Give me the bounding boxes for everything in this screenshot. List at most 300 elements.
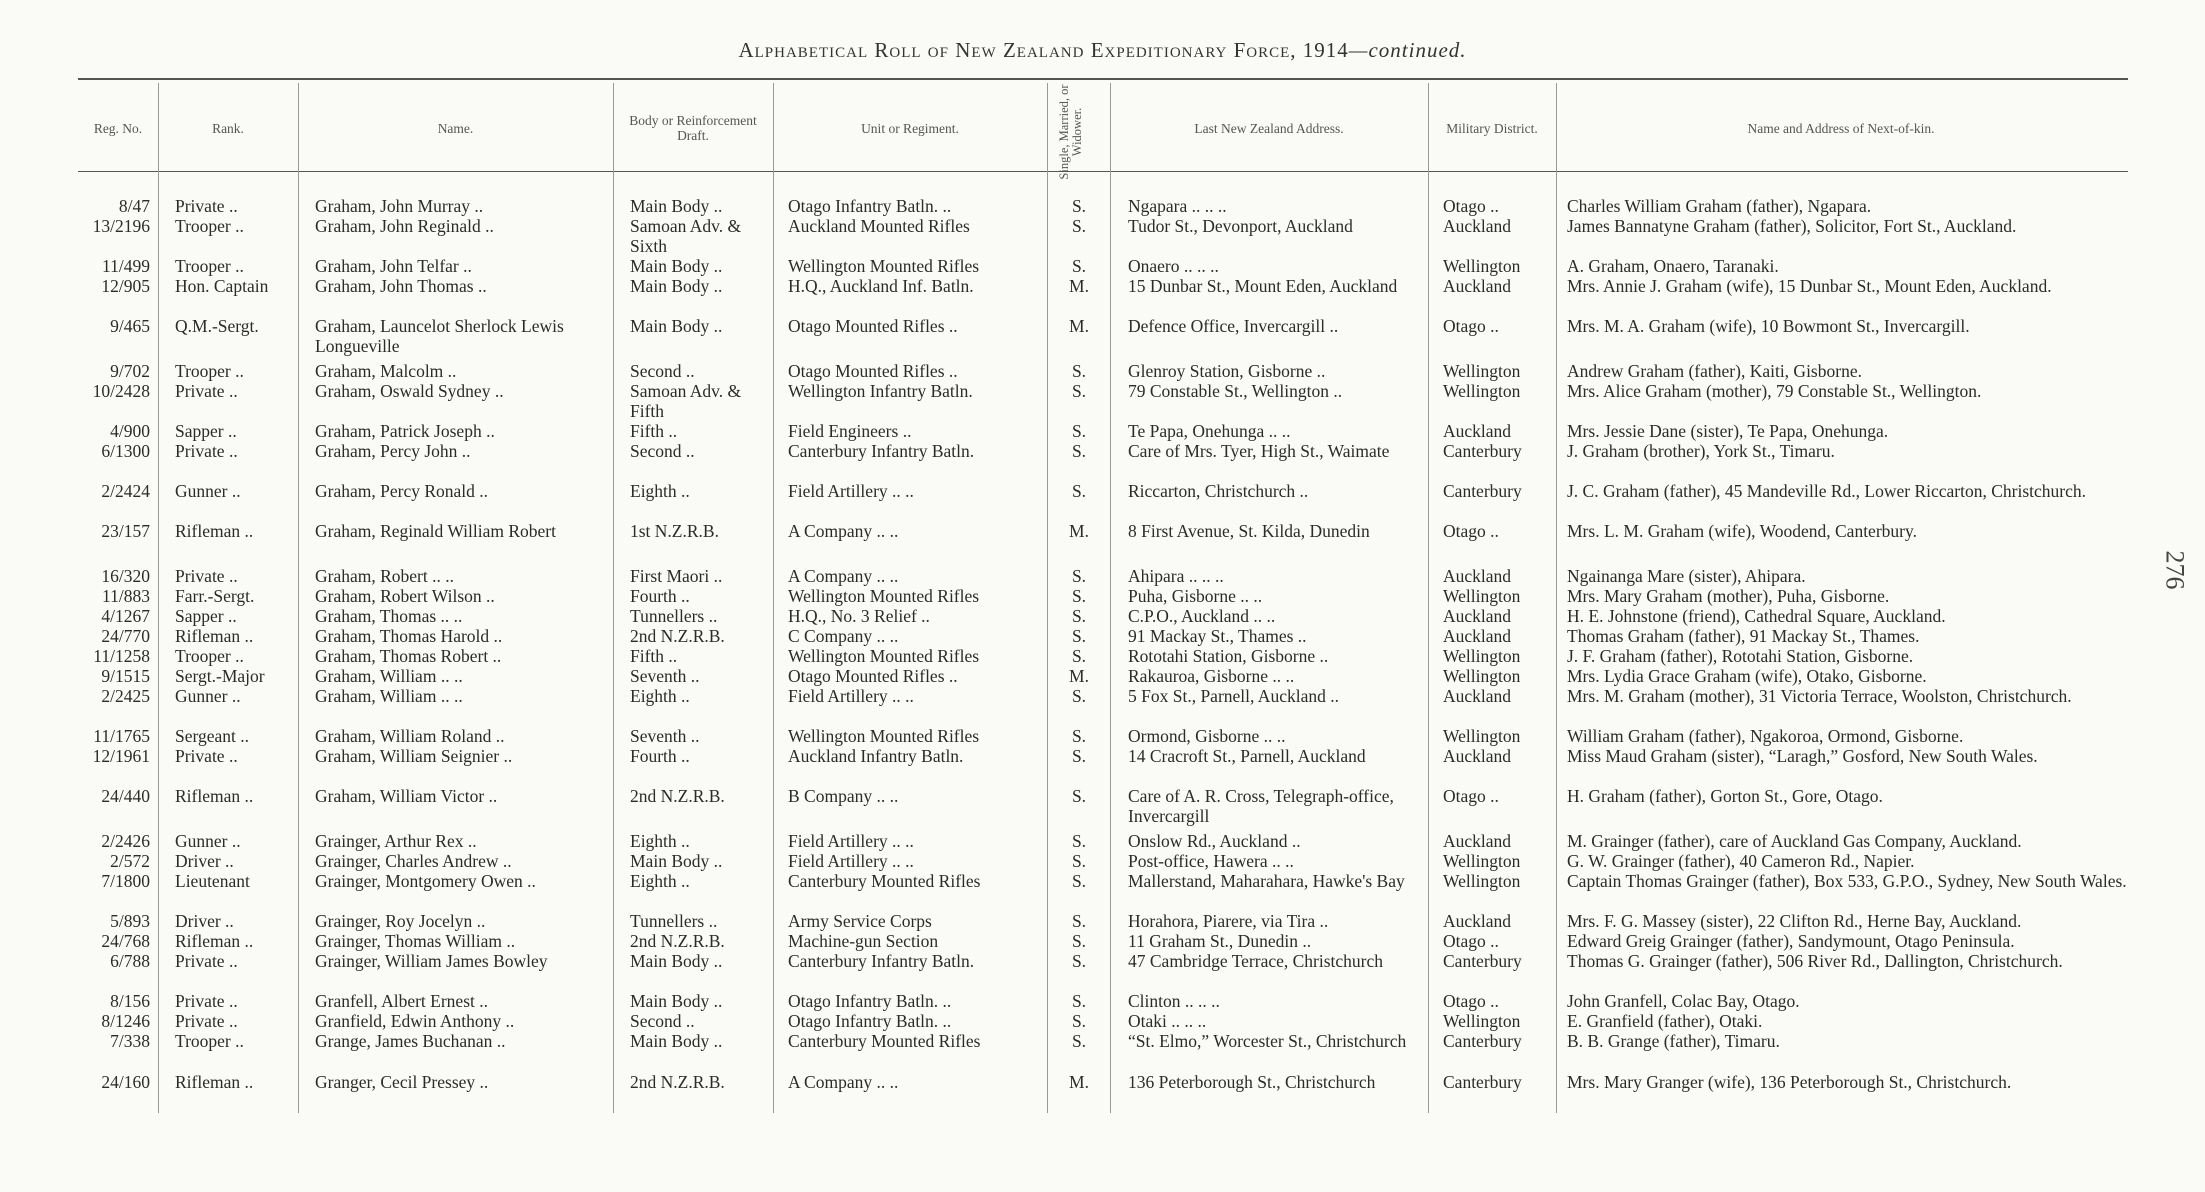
cell-unit: Machine-gun Section bbox=[788, 931, 939, 951]
cell-body: Tunnellers .. bbox=[630, 606, 718, 626]
cell-unit: Field Artillery .. .. bbox=[788, 831, 914, 851]
cell-address: Horahora, Piarere, via Tira .. bbox=[1128, 911, 1329, 931]
cell-rank: Sapper .. bbox=[175, 421, 237, 441]
cell-rank: Sapper .. bbox=[175, 606, 237, 626]
header-unit: Unit or Regiment. bbox=[861, 120, 959, 136]
cell-address: Care of Mrs. Tyer, High St., Waimate bbox=[1128, 441, 1390, 461]
cell-district: Auckland bbox=[1443, 686, 1512, 706]
cell-district: Otago .. bbox=[1443, 316, 1499, 336]
cell-rank: Private .. bbox=[175, 196, 238, 216]
cell-name: Graham, John Murray .. bbox=[315, 196, 484, 216]
header-next-of-kin: Name and Address of Next-of-kin. bbox=[1747, 120, 1935, 136]
cell-body: Main Body .. bbox=[630, 256, 723, 276]
cell-district: Wellington bbox=[1443, 361, 1521, 381]
cell-address: Rototahi Station, Gisborne .. bbox=[1128, 646, 1329, 666]
cell-reg: 8/47 bbox=[118, 196, 150, 216]
cell-body: Eighth .. bbox=[630, 831, 690, 851]
cell-rank: Gunner .. bbox=[175, 831, 241, 851]
cell-district: Wellington bbox=[1443, 646, 1521, 666]
cell-kin: E. Granfield (father), Otaki. bbox=[1567, 1011, 1763, 1031]
cell-name: Graham, Thomas Robert .. bbox=[315, 646, 502, 666]
cell-status: S. bbox=[1071, 441, 1087, 461]
cell-district: Wellington bbox=[1443, 666, 1521, 686]
cell-status: M. bbox=[1069, 521, 1089, 541]
cell-body: Seventh .. bbox=[630, 726, 700, 746]
cell-address: 15 Dunbar St., Mount Eden, Auckland bbox=[1128, 276, 1398, 296]
cell-unit: Canterbury Mounted Rifles bbox=[788, 871, 981, 891]
cell-kin: Andrew Graham (father), Kaiti, Gisborne. bbox=[1567, 361, 1862, 381]
cell-unit: Otago Infantry Batln. .. bbox=[788, 1011, 952, 1031]
header-rank: Rank. bbox=[212, 120, 244, 136]
cell-status: S. bbox=[1071, 911, 1087, 931]
cell-name: Graham, John Telfar .. bbox=[315, 256, 472, 276]
cell-body: Fifth .. bbox=[630, 646, 678, 666]
cell-body: Fifth .. bbox=[630, 421, 678, 441]
cell-name: Grainger, Charles Andrew .. bbox=[315, 851, 512, 871]
cell-reg: 6/1300 bbox=[101, 441, 150, 461]
cell-reg: 6/788 bbox=[110, 951, 150, 971]
cell-kin: J. C. Graham (father), 45 Mandeville Rd., Lower Riccarton, Christchurch. bbox=[1567, 481, 2087, 501]
cell-address: C.P.O., Auckland .. .. bbox=[1128, 606, 1276, 626]
cell-reg: 24/160 bbox=[101, 1072, 150, 1092]
cell-name: Grainger, William James Bowley bbox=[315, 951, 548, 971]
cell-kin: Miss Maud Graham (sister), “Laragh,” Gosford, New South Wales. bbox=[1567, 746, 2038, 766]
top-rule bbox=[78, 78, 2128, 80]
header-body-draft: Body or Reinforcement Draft. bbox=[629, 113, 757, 143]
cell-unit: Wellington Mounted Rifles bbox=[788, 256, 980, 276]
cell-body: 1st N.Z.R.B. bbox=[630, 521, 719, 541]
cell-reg: 23/157 bbox=[101, 521, 150, 541]
cell-unit: Canterbury Mounted Rifles bbox=[788, 1031, 981, 1051]
cell-name: Graham, Thomas .. .. bbox=[315, 606, 463, 626]
cell-district: Canterbury bbox=[1443, 441, 1522, 461]
cell-kin: Mrs. M. Graham (mother), 31 Victoria Terrace, Woolston, Christchurch. bbox=[1567, 686, 2072, 706]
cell-reg: 9/465 bbox=[110, 316, 150, 336]
cell-reg: 16/320 bbox=[101, 566, 150, 586]
cell-unit: Field Artillery .. .. bbox=[788, 686, 914, 706]
cell-address: 47 Cambridge Terrace, Christchurch bbox=[1128, 951, 1384, 971]
cell-rank: Trooper .. bbox=[175, 1031, 244, 1051]
cell-rank: Private .. bbox=[175, 381, 238, 401]
cell-body: Second .. bbox=[630, 441, 695, 461]
cell-address: 79 Constable St., Wellington .. bbox=[1128, 381, 1343, 401]
cell-status: S. bbox=[1071, 686, 1087, 706]
cell-status: S. bbox=[1071, 646, 1087, 666]
cell-status: S. bbox=[1071, 381, 1087, 401]
cell-name: Grainger, Arthur Rex .. bbox=[315, 831, 477, 851]
header-military-district: Military District. bbox=[1446, 120, 1538, 136]
cell-reg: 4/1267 bbox=[101, 606, 150, 626]
cell-rank: Private .. bbox=[175, 746, 238, 766]
cell-reg: 2/2425 bbox=[101, 686, 150, 706]
cell-kin: Mrs. F. G. Massey (sister), 22 Clifton Rd., Herne Bay, Auckland. bbox=[1567, 911, 2022, 931]
cell-status: S. bbox=[1071, 726, 1087, 746]
cell-reg: 11/1765 bbox=[93, 726, 150, 746]
cell-status: M. bbox=[1069, 276, 1089, 296]
cell-body: Fourth .. bbox=[630, 586, 690, 606]
cell-status: S. bbox=[1071, 1011, 1087, 1031]
cell-status: S. bbox=[1071, 746, 1087, 766]
cell-address: Onslow Rd., Auckland .. bbox=[1128, 831, 1301, 851]
cell-rank: Private .. bbox=[175, 991, 238, 1011]
cell-rank: Q.M.-Sergt. bbox=[175, 316, 259, 336]
cell-rank: Rifleman .. bbox=[175, 786, 254, 806]
cell-body: Main Body .. bbox=[630, 196, 723, 216]
cell-name: Graham, Thomas Harold .. bbox=[315, 626, 503, 646]
cell-kin: Charles William Graham (father), Ngapara. bbox=[1567, 196, 1872, 216]
cell-address: Clinton .. .. .. bbox=[1128, 991, 1220, 1011]
cell-address: Rakauroa, Gisborne .. .. bbox=[1128, 666, 1295, 686]
cell-status: S. bbox=[1071, 361, 1087, 381]
cell-status: S. bbox=[1071, 786, 1087, 806]
cell-unit: Canterbury Infantry Batln. bbox=[788, 441, 975, 461]
cell-unit: Otago Infantry Batln. .. bbox=[788, 196, 952, 216]
cell-district: Auckland bbox=[1443, 566, 1512, 586]
cell-rank: Lieutenant bbox=[175, 871, 250, 891]
cell-body: 2nd N.Z.R.B. bbox=[630, 931, 725, 951]
cell-rank: Private .. bbox=[175, 951, 238, 971]
cell-district: Wellington bbox=[1443, 871, 1521, 891]
cell-body: Eighth .. bbox=[630, 481, 690, 501]
cell-reg: 2/2424 bbox=[101, 481, 150, 501]
cell-body: 2nd N.Z.R.B. bbox=[630, 1072, 725, 1092]
cell-rank: Gunner .. bbox=[175, 686, 241, 706]
cell-rank: Rifleman .. bbox=[175, 1072, 254, 1092]
cell-unit: Field Engineers .. bbox=[788, 421, 912, 441]
column-divider bbox=[158, 83, 159, 1113]
column-divider bbox=[1428, 83, 1429, 1113]
cell-unit: Wellington Mounted Rifles bbox=[788, 726, 980, 746]
column-divider bbox=[1110, 83, 1111, 1113]
cell-address: Tudor St., Devonport, Auckland bbox=[1128, 216, 1353, 236]
cell-name: Graham, John Reginald .. bbox=[315, 216, 494, 236]
cell-unit: A Company .. .. bbox=[788, 566, 899, 586]
cell-rank: Rifleman .. bbox=[175, 931, 254, 951]
cell-body: Fourth .. bbox=[630, 746, 690, 766]
cell-body: Samoan Adv. & Sixth bbox=[630, 216, 742, 256]
cell-status: S. bbox=[1071, 481, 1087, 501]
cell-kin: G. W. Grainger (father), 40 Cameron Rd., Napier. bbox=[1567, 851, 1915, 871]
cell-address: Glenroy Station, Gisborne .. bbox=[1128, 361, 1326, 381]
cell-district: Wellington bbox=[1443, 726, 1521, 746]
cell-address: Onaero .. .. .. bbox=[1128, 256, 1219, 276]
cell-name: Graham, William .. .. bbox=[315, 666, 463, 686]
cell-kin: J. Graham (brother), York St., Timaru. bbox=[1567, 441, 1835, 461]
cell-reg: 13/2196 bbox=[92, 216, 150, 236]
cell-unit: Canterbury Infantry Batln. bbox=[788, 951, 975, 971]
cell-reg: 9/702 bbox=[110, 361, 150, 381]
cell-status: S. bbox=[1071, 626, 1087, 646]
cell-kin: William Graham (father), Ngakoroa, Ormond, Gisborne. bbox=[1567, 726, 1964, 746]
cell-address: Ngapara .. .. .. bbox=[1128, 196, 1227, 216]
cell-unit: A Company .. .. bbox=[788, 521, 899, 541]
cell-kin: Mrs. L. M. Graham (wife), Woodend, Canterbury. bbox=[1567, 521, 1917, 541]
title-text: Alphabetical Roll of New Zealand Expeditionary Force, 1914 bbox=[738, 38, 1349, 62]
cell-name: Graham, William Victor .. bbox=[315, 786, 498, 806]
cell-rank: Driver .. bbox=[175, 911, 234, 931]
cell-name: Granger, Cecil Pressey .. bbox=[315, 1072, 489, 1092]
cell-district: Otago .. bbox=[1443, 931, 1499, 951]
column-divider bbox=[773, 83, 774, 1113]
header-reg-no: Reg. No. bbox=[93, 120, 143, 136]
cell-district: Wellington bbox=[1443, 851, 1521, 871]
column-divider bbox=[1556, 83, 1557, 1113]
cell-reg: 10/2428 bbox=[92, 381, 150, 401]
cell-kin: Mrs. Jessie Dane (sister), Te Papa, Onehunga. bbox=[1567, 421, 1889, 441]
cell-rank: Sergt.-Major bbox=[175, 666, 265, 686]
cell-reg: 9/1515 bbox=[101, 666, 150, 686]
cell-body: Main Body .. bbox=[630, 851, 723, 871]
cell-name: Grange, James Buchanan .. bbox=[315, 1031, 506, 1051]
cell-address: 8 First Avenue, St. Kilda, Dunedin bbox=[1128, 521, 1370, 541]
cell-reg: 5/893 bbox=[110, 911, 150, 931]
cell-rank: Trooper .. bbox=[175, 361, 244, 381]
header-rule bbox=[78, 171, 2128, 172]
cell-reg: 8/156 bbox=[110, 991, 150, 1011]
cell-kin: Captain Thomas Grainger (father), Box 533, G.P.O., Sydney, New South Wales. bbox=[1567, 871, 2127, 891]
cell-name: Graham, Percy John .. bbox=[315, 441, 471, 461]
cell-kin: Mrs. Alice Graham (mother), 79 Constable St., Wellington. bbox=[1567, 381, 1982, 401]
cell-district: Auckland bbox=[1443, 276, 1512, 296]
cell-name: Graham, Reginald William Robert bbox=[315, 521, 557, 541]
cell-kin: Mrs. Annie J. Graham (wife), 15 Dunbar St., Mount Eden, Auckland. bbox=[1567, 276, 2052, 296]
cell-district: Wellington bbox=[1443, 586, 1521, 606]
cell-body: Eighth .. bbox=[630, 686, 690, 706]
cell-unit: H.Q., No. 3 Relief .. bbox=[788, 606, 930, 626]
column-divider bbox=[1047, 83, 1048, 1113]
cell-address: Care of A. R. Cross, Telegraph-office, Invercargill bbox=[1128, 786, 1394, 826]
cell-reg: 11/499 bbox=[102, 256, 150, 276]
cell-reg: 2/2426 bbox=[101, 831, 150, 851]
cell-address: Post-office, Hawera .. .. bbox=[1128, 851, 1294, 871]
cell-body: Seventh .. bbox=[630, 666, 700, 686]
cell-address: 14 Cracroft St., Parnell, Auckland bbox=[1128, 746, 1366, 766]
cell-status: S. bbox=[1071, 566, 1087, 586]
cell-address: Ormond, Gisborne .. .. bbox=[1128, 726, 1286, 746]
cell-unit: Auckland Infantry Batln. bbox=[788, 746, 964, 766]
cell-status: S. bbox=[1071, 931, 1087, 951]
cell-reg: 12/905 bbox=[101, 276, 150, 296]
column-divider bbox=[298, 83, 299, 1113]
cell-kin: H. E. Johnstone (friend), Cathedral Square, Auckland. bbox=[1567, 606, 1946, 626]
cell-kin: H. Graham (father), Gorton St., Gore, Otago. bbox=[1567, 786, 1883, 806]
cell-unit: Auckland Mounted Rifles bbox=[788, 216, 970, 236]
cell-reg: 24/768 bbox=[101, 931, 150, 951]
cell-reg: 11/1258 bbox=[93, 646, 150, 666]
cell-address: 91 Mackay St., Thames .. bbox=[1128, 626, 1307, 646]
cell-kin: B. B. Grange (father), Timaru. bbox=[1567, 1031, 1780, 1051]
title-continued: —continued. bbox=[1348, 38, 1467, 62]
cell-rank: Farr.-Sergt. bbox=[175, 586, 255, 606]
cell-status: S. bbox=[1071, 216, 1087, 236]
cell-unit: Wellington Infantry Batln. bbox=[788, 381, 973, 401]
cell-address: Te Papa, Onehunga .. .. bbox=[1128, 421, 1291, 441]
cell-name: Graham, Robert .. .. bbox=[315, 566, 454, 586]
cell-name: Grainger, Thomas William .. bbox=[315, 931, 516, 951]
cell-kin: Thomas G. Grainger (father), 506 River Rd., Dallington, Christchurch. bbox=[1567, 951, 2063, 971]
cell-unit: B Company .. .. bbox=[788, 786, 899, 806]
cell-district: Canterbury bbox=[1443, 481, 1522, 501]
cell-address: Ahipara .. .. .. bbox=[1128, 566, 1224, 586]
cell-address: 5 Fox St., Parnell, Auckland .. bbox=[1128, 686, 1339, 706]
cell-district: Canterbury bbox=[1443, 951, 1522, 971]
cell-unit: A Company .. .. bbox=[788, 1072, 899, 1092]
cell-reg: 7/338 bbox=[110, 1031, 150, 1051]
cell-status: S. bbox=[1071, 256, 1087, 276]
cell-name: Graham, William Seignier .. bbox=[315, 746, 513, 766]
cell-rank: Driver .. bbox=[175, 851, 234, 871]
cell-status: S. bbox=[1071, 991, 1087, 1011]
cell-unit: Army Service Corps bbox=[788, 911, 932, 931]
cell-status: S. bbox=[1071, 871, 1087, 891]
cell-district: Auckland bbox=[1443, 626, 1512, 646]
cell-unit: Otago Mounted Rifles .. bbox=[788, 666, 958, 686]
cell-rank: Rifleman .. bbox=[175, 626, 254, 646]
cell-kin: A. Graham, Onaero, Taranaki. bbox=[1567, 256, 1779, 276]
cell-reg: 7/1800 bbox=[101, 871, 150, 891]
cell-name: Granfield, Edwin Anthony .. bbox=[315, 1011, 515, 1031]
cell-address: Riccarton, Christchurch .. bbox=[1128, 481, 1309, 501]
cell-body: Main Body .. bbox=[630, 1031, 723, 1051]
cell-reg: 24/440 bbox=[101, 786, 150, 806]
cell-reg: 24/770 bbox=[101, 626, 150, 646]
cell-address: Puha, Gisborne .. .. bbox=[1128, 586, 1263, 606]
cell-kin: Mrs. M. A. Graham (wife), 10 Bowmont St., Invercargill. bbox=[1567, 316, 1970, 336]
cell-status: S. bbox=[1071, 831, 1087, 851]
cell-name: Grainger, Roy Jocelyn .. bbox=[315, 911, 486, 931]
cell-unit: H.Q., Auckland Inf. Batln. bbox=[788, 276, 974, 296]
cell-kin: John Granfell, Colac Bay, Otago. bbox=[1567, 991, 1800, 1011]
cell-rank: Trooper .. bbox=[175, 216, 244, 236]
cell-unit: Wellington Mounted Rifles bbox=[788, 586, 980, 606]
cell-district: Auckland bbox=[1443, 421, 1512, 441]
cell-rank: Private .. bbox=[175, 1011, 238, 1031]
cell-address: 11 Graham St., Dunedin .. bbox=[1128, 931, 1312, 951]
cell-district: Auckland bbox=[1443, 911, 1512, 931]
cell-reg: 8/1246 bbox=[101, 1011, 150, 1031]
cell-unit: Wellington Mounted Rifles bbox=[788, 646, 980, 666]
cell-reg: 12/1961 bbox=[92, 746, 150, 766]
cell-district: Auckland bbox=[1443, 216, 1512, 236]
column-divider bbox=[613, 83, 614, 1113]
cell-body: 2nd N.Z.R.B. bbox=[630, 786, 725, 806]
cell-rank: Rifleman .. bbox=[175, 521, 254, 541]
cell-unit: Otago Infantry Batln. .. bbox=[788, 991, 952, 1011]
cell-name: Graham, Malcolm .. bbox=[315, 361, 457, 381]
cell-body: Second .. bbox=[630, 1011, 695, 1031]
cell-body: Tunnellers .. bbox=[630, 911, 718, 931]
cell-kin: Ngainanga Mare (sister), Ahipara. bbox=[1567, 566, 1806, 586]
cell-unit: C Company .. .. bbox=[788, 626, 899, 646]
cell-district: Canterbury bbox=[1443, 1072, 1522, 1092]
cell-kin: J. F. Graham (father), Rototahi Station, Gisborne. bbox=[1567, 646, 1914, 666]
cell-kin: Mrs. Mary Granger (wife), 136 Peterborough St., Christchurch. bbox=[1567, 1072, 2012, 1092]
cell-address: Otaki .. .. .. bbox=[1128, 1011, 1207, 1031]
cell-district: Otago .. bbox=[1443, 786, 1499, 806]
cell-district: Auckland bbox=[1443, 831, 1512, 851]
cell-body: Main Body .. bbox=[630, 991, 723, 1011]
cell-address: 136 Peterborough St., Christchurch bbox=[1128, 1072, 1376, 1092]
cell-address: “St. Elmo,” Worcester St., Christchurch bbox=[1128, 1031, 1407, 1051]
cell-status: S. bbox=[1071, 1031, 1087, 1051]
cell-district: Canterbury bbox=[1443, 1031, 1522, 1051]
cell-status: M. bbox=[1069, 666, 1089, 686]
cell-body: Main Body .. bbox=[630, 276, 723, 296]
header-address: Last New Zealand Address. bbox=[1194, 120, 1344, 136]
page-number: 276 bbox=[2160, 550, 2190, 590]
cell-name: Graham, Robert Wilson .. bbox=[315, 586, 495, 606]
cell-status: S. bbox=[1071, 606, 1087, 626]
cell-body: Main Body .. bbox=[630, 316, 723, 336]
cell-name: Graham, Oswald Sydney .. bbox=[315, 381, 504, 401]
cell-status: S. bbox=[1071, 196, 1087, 216]
cell-status: S. bbox=[1071, 951, 1087, 971]
cell-kin: M. Grainger (father), care of Auckland Gas Company, Auckland. bbox=[1567, 831, 2022, 851]
cell-rank: Private .. bbox=[175, 441, 238, 461]
cell-rank: Gunner .. bbox=[175, 481, 241, 501]
cell-rank: Hon. Captain bbox=[175, 276, 269, 296]
cell-body: Second .. bbox=[630, 361, 695, 381]
cell-body: First Maori .. bbox=[630, 566, 723, 586]
cell-reg: 11/883 bbox=[102, 586, 150, 606]
cell-status: S. bbox=[1071, 851, 1087, 871]
cell-name: Graham, Patrick Joseph .. bbox=[315, 421, 495, 441]
cell-district: Otago .. bbox=[1443, 991, 1499, 1011]
cell-address: Mallerstand, Maharahara, Hawke's Bay bbox=[1128, 871, 1405, 891]
cell-district: Otago .. bbox=[1443, 196, 1499, 216]
cell-status: S. bbox=[1071, 586, 1087, 606]
cell-district: Wellington bbox=[1443, 1011, 1521, 1031]
cell-unit: Otago Mounted Rifles .. bbox=[788, 316, 958, 336]
cell-name: Graham, William .. .. bbox=[315, 686, 463, 706]
cell-unit: Field Artillery .. .. bbox=[788, 851, 914, 871]
cell-body: Eighth .. bbox=[630, 871, 690, 891]
cell-rank: Trooper .. bbox=[175, 646, 244, 666]
cell-name: Grainger, Montgomery Owen .. bbox=[315, 871, 536, 891]
cell-address: Defence Office, Invercargill .. bbox=[1128, 316, 1339, 336]
cell-rank: Sergeant .. bbox=[175, 726, 250, 746]
cell-body: 2nd N.Z.R.B. bbox=[630, 626, 725, 646]
cell-kin: Mrs. Lydia Grace Graham (wife), Otako, Gisborne. bbox=[1567, 666, 1927, 686]
cell-name: Graham, Percy Ronald .. bbox=[315, 481, 489, 501]
header-name: Name. bbox=[437, 120, 474, 136]
cell-body: Main Body .. bbox=[630, 951, 723, 971]
cell-kin: Mrs. Mary Graham (mother), Puha, Gisborne. bbox=[1567, 586, 1890, 606]
cell-kin: Thomas Graham (father), 91 Mackay St., Thames. bbox=[1567, 626, 1920, 646]
cell-status: M. bbox=[1069, 1072, 1089, 1092]
cell-rank: Trooper .. bbox=[175, 256, 244, 276]
cell-unit: Otago Mounted Rifles .. bbox=[788, 361, 958, 381]
cell-district: Wellington bbox=[1443, 256, 1521, 276]
cell-status: M. bbox=[1069, 316, 1089, 336]
cell-kin: Edward Greig Grainger (father), Sandymount, Otago Peninsula. bbox=[1567, 931, 2015, 951]
cell-reg: 4/900 bbox=[110, 421, 150, 441]
cell-unit: Field Artillery .. .. bbox=[788, 481, 914, 501]
cell-kin: James Bannatyne Graham (father), Solicitor, Fort St., Auckland. bbox=[1567, 216, 2017, 236]
header-marital-status: Single, Married, or Widower. bbox=[1057, 84, 1084, 180]
cell-district: Wellington bbox=[1443, 381, 1521, 401]
cell-district: Otago .. bbox=[1443, 521, 1499, 541]
cell-body: Samoan Adv. & Fifth bbox=[630, 381, 742, 421]
cell-name: Graham, William Roland .. bbox=[315, 726, 505, 746]
cell-name: Graham, John Thomas .. bbox=[315, 276, 487, 296]
cell-status: S. bbox=[1071, 421, 1087, 441]
cell-rank: Private .. bbox=[175, 566, 238, 586]
cell-reg: 2/572 bbox=[110, 851, 150, 871]
cell-district: Auckland bbox=[1443, 606, 1512, 626]
page-title bbox=[0, 38, 2205, 63]
cell-name: Graham, Launcelot Sherlock Lewis Longueville bbox=[315, 316, 564, 356]
